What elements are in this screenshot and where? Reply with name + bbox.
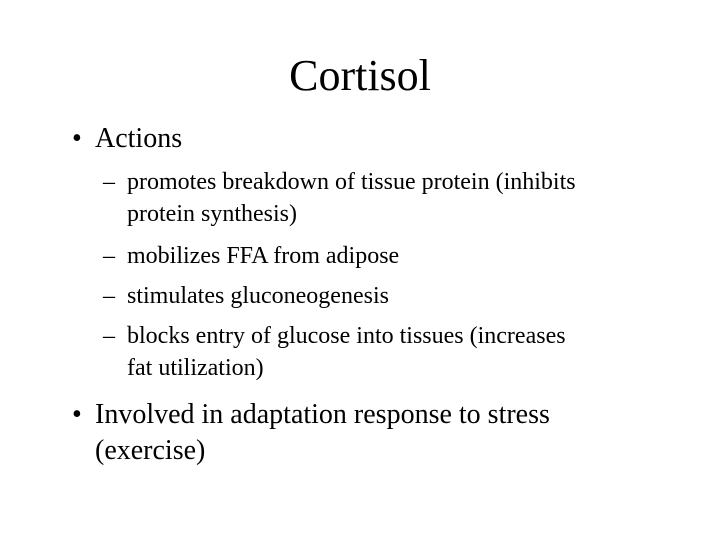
sub-text-line: promotes breakdown of tissue protein (inhibits <box>127 169 576 195</box>
sub-dash: – <box>103 323 115 349</box>
sub-dash: – <box>103 243 115 269</box>
sub-text-line: protein synthesis) <box>127 201 297 227</box>
sub-text-line: fat utilization) <box>127 355 264 381</box>
sub-text-line: blocks entry of glucose into tissues (increases <box>127 323 566 349</box>
sub-dash: – <box>103 283 115 309</box>
bullet-mark: • <box>72 123 82 154</box>
bullet-text-line: (exercise) <box>95 435 206 466</box>
bullet-text: Actions <box>95 123 183 154</box>
sub-dash: – <box>103 169 115 195</box>
sub-text-line: mobilizes FFA from adipose <box>127 243 400 269</box>
sub-text-line: stimulates gluconeogenesis <box>127 283 389 309</box>
bullet-mark: • <box>72 399 82 430</box>
bullet-text-line: Involved in adaptation response to stress <box>95 399 550 430</box>
slide-title: Cortisol <box>289 51 431 100</box>
